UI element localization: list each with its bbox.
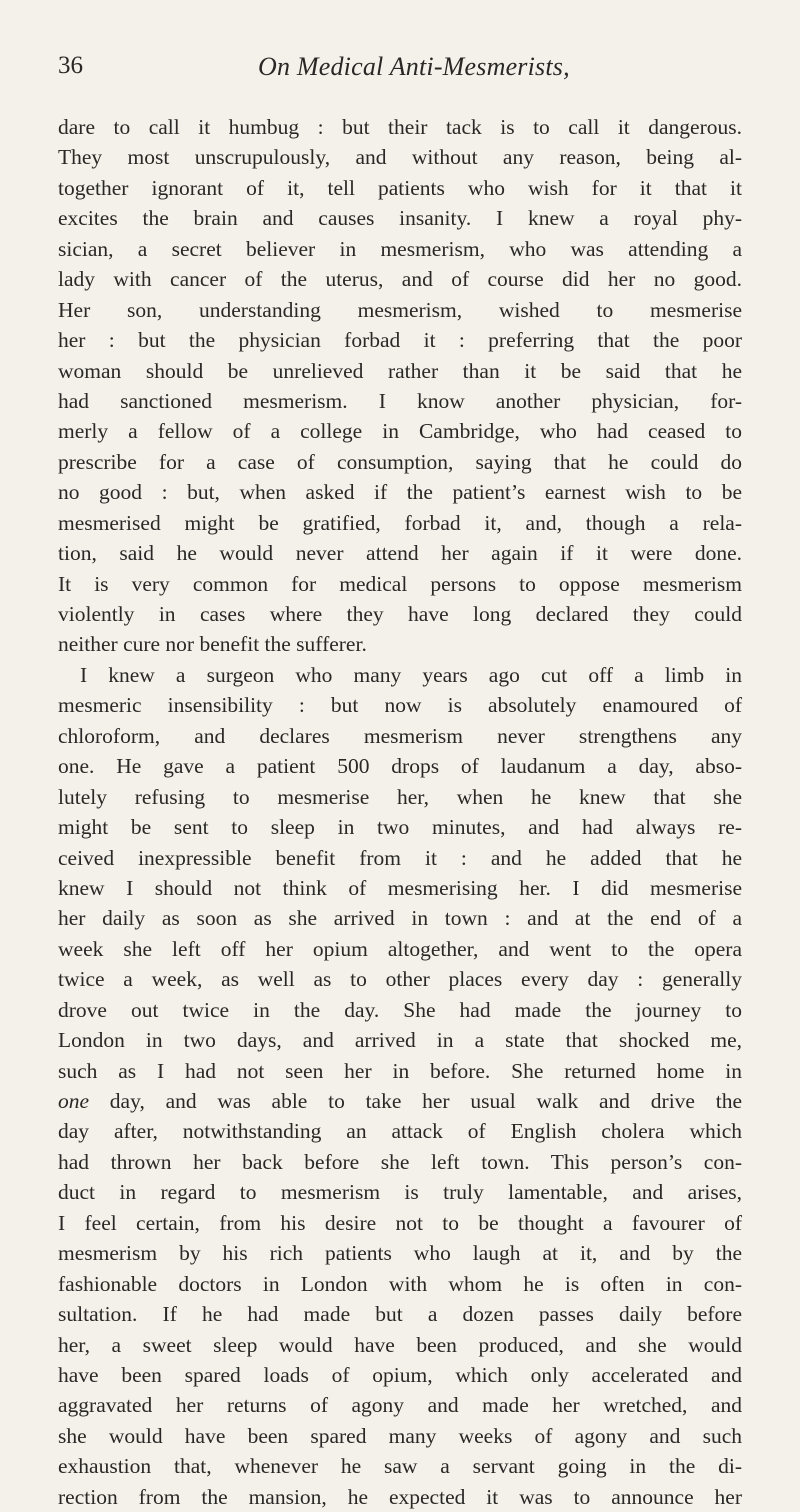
text-line: duct in regard to mesmerism is truly lamentable, and arises, [58, 1180, 742, 1205]
text-line: prescribe for a case of consumption, saying that he could do [58, 449, 742, 474]
text-line: dare to call it humbug : but their tack is to call it dangerous. [58, 115, 742, 139]
body-text [58, 112, 742, 1512]
page-number: 36 [58, 52, 83, 79]
text-line: It is very common for medical persons to oppose mesmerism [58, 571, 742, 596]
text-line: had sanctioned mesmerism. I know another physician, for- [58, 388, 742, 413]
text-line: knew I should not think of mesmerising her. I did mesmerise [58, 875, 742, 900]
text-line-rest: day, and was able to take her usual walk and drive the [109, 1089, 742, 1113]
text-line: lady with cancer of the uterus, and of course did her no good. [58, 267, 742, 292]
text-line: had thrown her back before she left town. This person’s con- [58, 1149, 742, 1174]
page-header [58, 52, 742, 92]
text-line: one. He gave a patient 500 drops of laudanum a day, abso- [58, 754, 742, 779]
text-line: such as I had not seen her in before. She returned home in [58, 1058, 742, 1083]
text-line: violently in cases where they have long declared they could [58, 602, 742, 626]
text-line: together ignorant of it, tell patients who wish for it that it [58, 175, 742, 200]
text-line: rection from the mansion, he expected it was to announce her [58, 1484, 742, 1509]
text-line: ceived inexpressible benefit from it : and he added that he [58, 845, 742, 870]
text-line: exhaustion that, whenever he saw a servant going in the di- [58, 1454, 742, 1479]
text-line: merly a fellow of a college in Cambridge, who had ceased to [58, 419, 742, 444]
text-line-with-italic [58, 1086, 742, 1116]
text-line: Her son, understanding mesmerism, wished to mesmerise [58, 297, 742, 322]
text-line: day after, notwithstanding an attack of English cholera which [58, 1119, 742, 1144]
text-line: I knew a surgeon who many years ago cut off a limb in [80, 662, 742, 687]
text-line: she would have been spared many weeks of agony and such [58, 1423, 742, 1448]
text-line: her daily as soon as she arrived in town : and at the end of a [58, 906, 742, 931]
text-line: tion, said he would never attend her again if it were done. [58, 541, 742, 566]
text-line: her, a sweet sleep would have been produced, and she would [58, 1332, 742, 1357]
text-line: mesmeric insensibility : but now is absolutely enamoured of [58, 693, 742, 718]
text-line: no good : but, when asked if the patient’s earnest wish to be [58, 480, 742, 505]
text-line: twice a week, as well as to other places every day : generally [58, 967, 742, 992]
italic-word: one [58, 1089, 90, 1113]
text-line: fashionable doctors in London with whom he is often in con- [58, 1271, 742, 1296]
text-line: London in two days, and arrived in a state that shocked me, [58, 1028, 742, 1053]
text-line: lutely refusing to mesmerise her, when he knew that she [58, 784, 742, 809]
running-title: On Medical Anti-Mesmerists, [258, 52, 570, 81]
text-line: I feel certain, from his desire not to be thought a favourer of [58, 1210, 742, 1235]
text-line: her : but the physician forbad it : preferring that the poor [58, 328, 742, 353]
text-line: woman should be unrelieved rather than it be said that he [58, 358, 742, 383]
text-line: sician, a secret believer in mesmerism, who was attending a [58, 236, 742, 261]
text-line: They most unscrupulously, and without any reason, being al- [58, 145, 742, 170]
text-line: have been spared loads of opium, which only accelerated and [58, 1362, 742, 1387]
text-line: sultation. If he had made but a dozen passes daily before [58, 1302, 742, 1327]
text-line: mesmerism by his rich patients who laugh at it, and by the [58, 1241, 742, 1266]
text-line: drove out twice in the day. She had made the journey to [58, 997, 742, 1022]
text-line: aggravated her returns of agony and made her wretched, and [58, 1393, 742, 1418]
text-line: chloroform, and declares mesmerism never strengthens any [58, 723, 742, 748]
text-line: excites the brain and causes insanity. I knew a royal phy- [58, 206, 742, 231]
text-line: neither cure nor benefit the sufferer. [58, 632, 367, 657]
text-line: might be sent to sleep in two minutes, and had always re- [58, 815, 742, 840]
text-line: mesmerised might be gratified, forbad it, and, though a rela- [58, 510, 742, 535]
text-line: week she left off her opium altogether, and went to the opera [58, 936, 742, 961]
